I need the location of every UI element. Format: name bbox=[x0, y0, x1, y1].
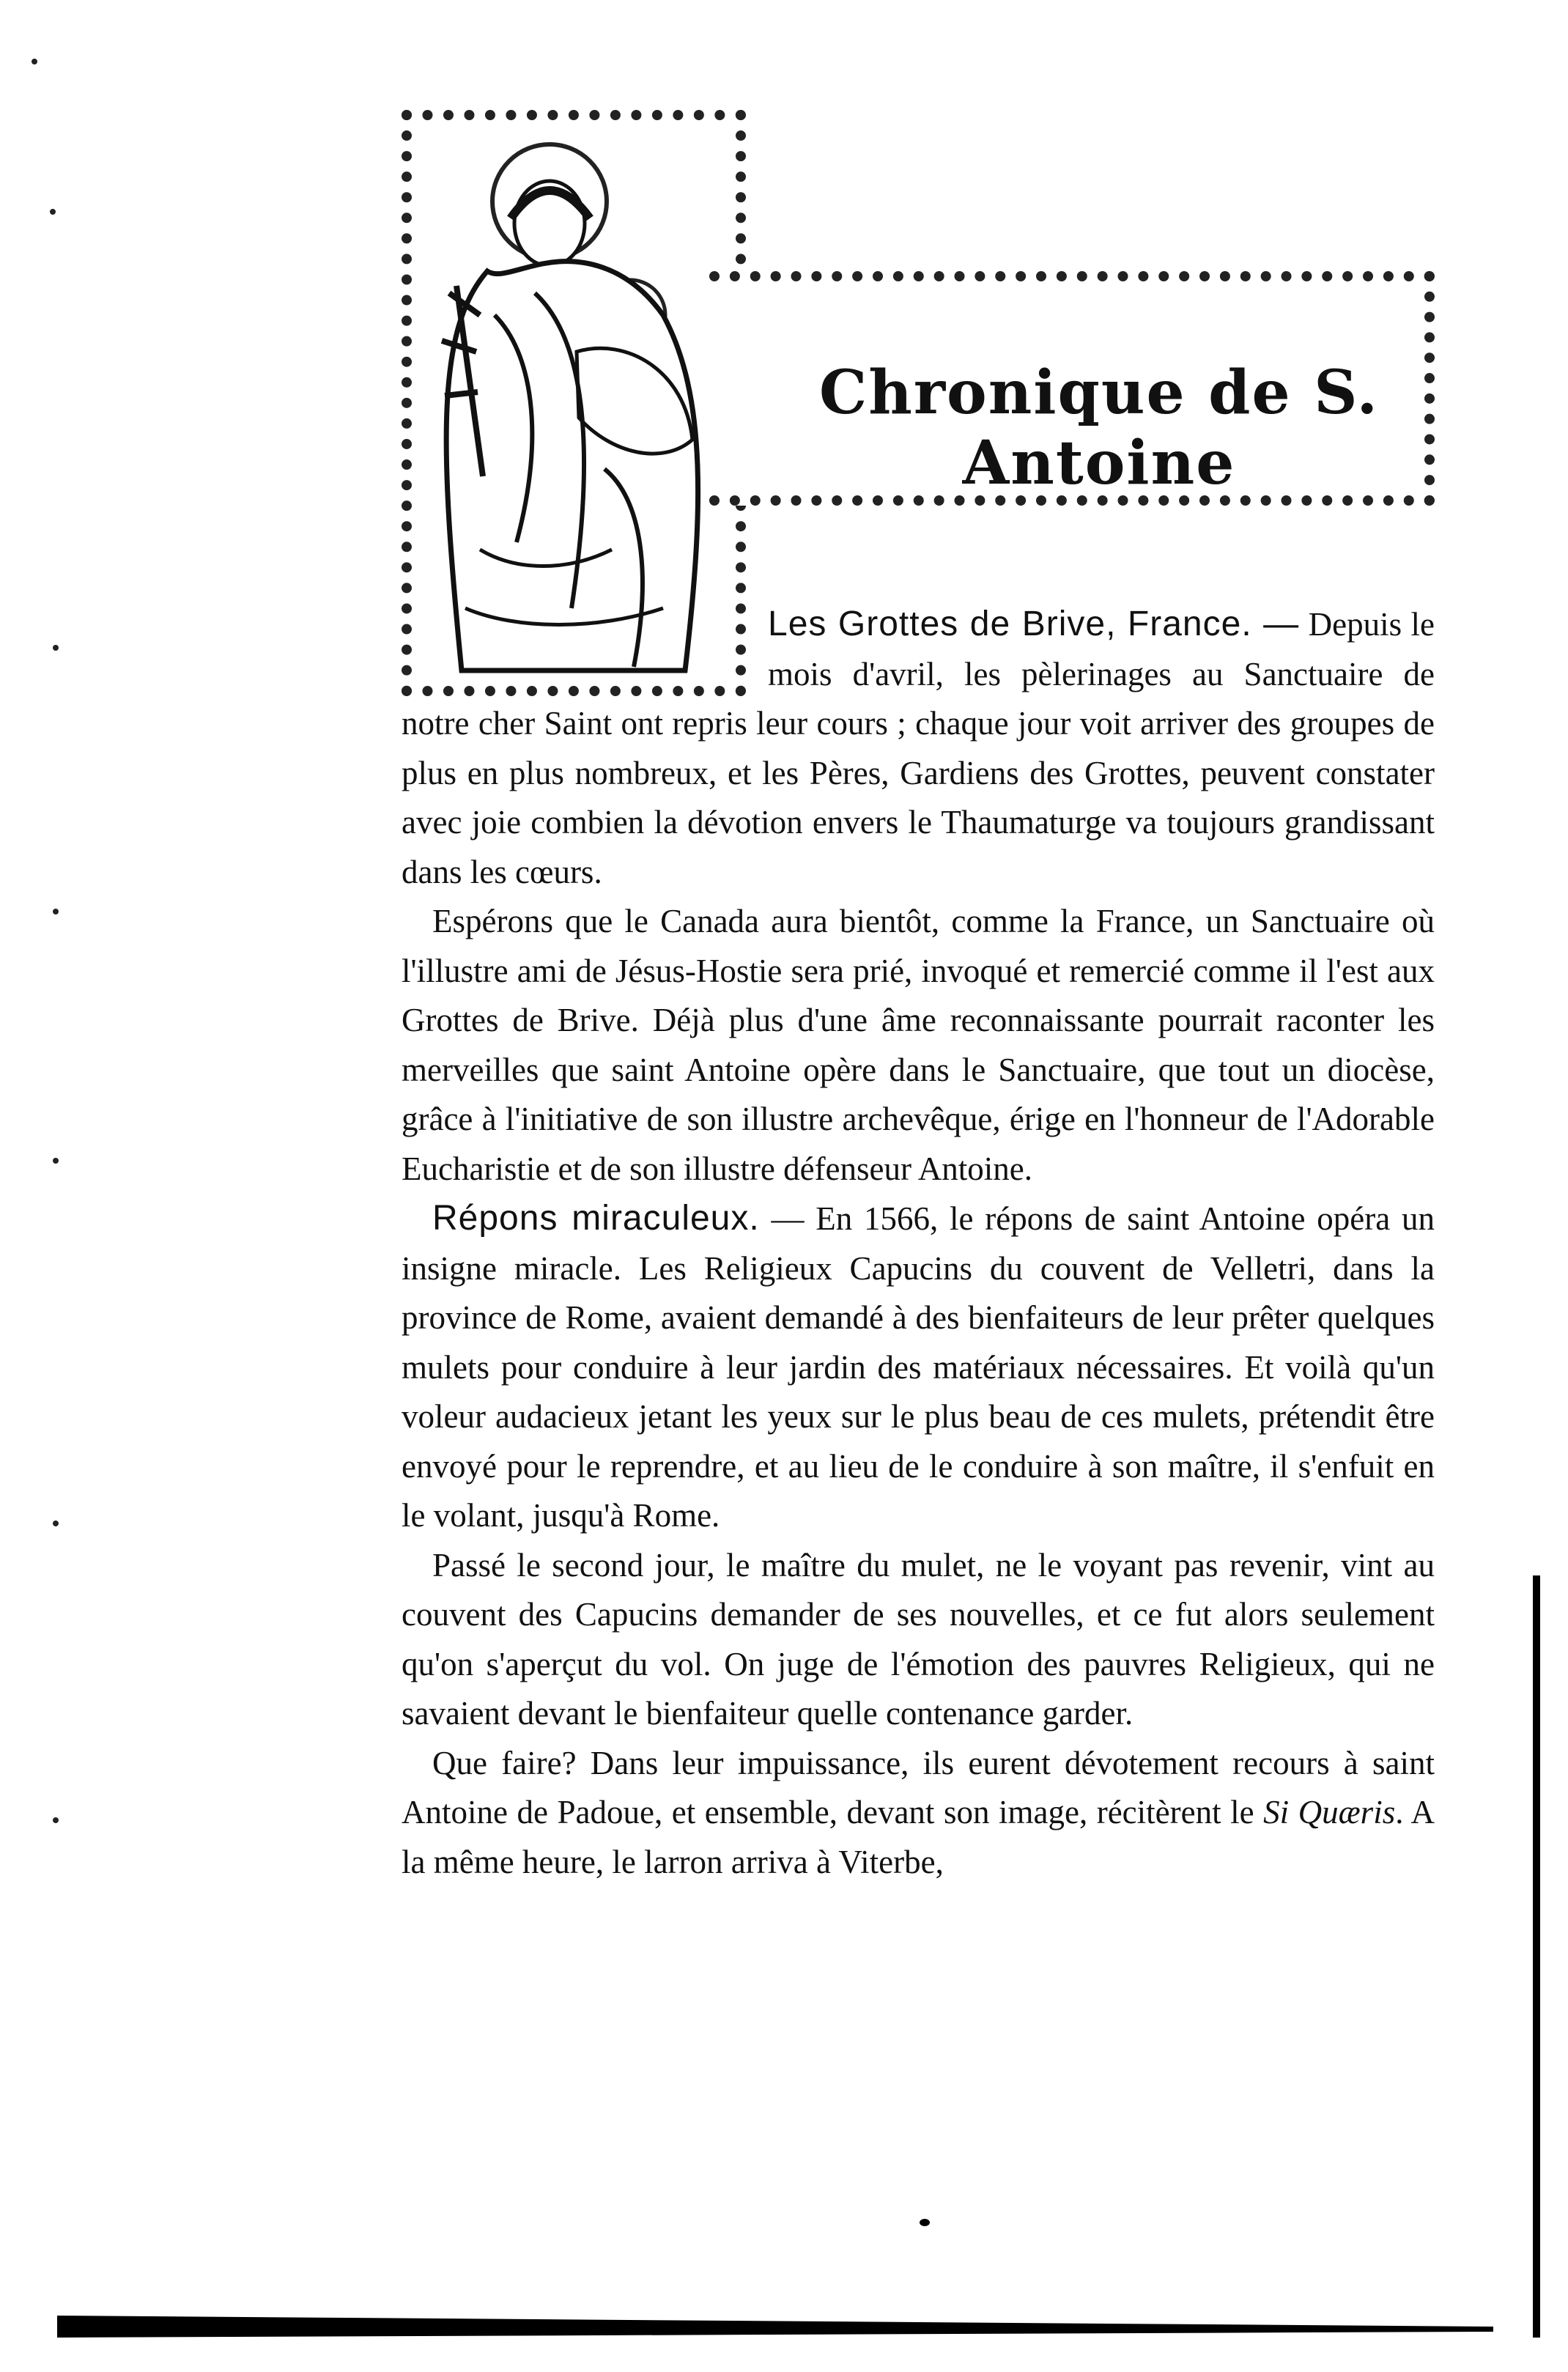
margin-dot bbox=[50, 209, 56, 215]
paragraph-repons bbox=[402, 1194, 1435, 1541]
paragraph-canada: Espérons que le Canada aura bientôt, comme la France, un Sanctuaire où l'illustre ami de Jésus-Hostie sera prié, invoqué et remercié comme il l'est aux Grottes de Brive. Déjà plus d'une âme reconnaissante pourrait raconter les merveilles que saint Antoine opère dans le Sanctuaire, que tout un diocèse, grâce à l'initiative de son illustre archevêque, érige en l'honneur de l'Adorable Eucharistie et de son illustre défenseur Antoine. bbox=[402, 903, 1435, 1187]
margin-dot bbox=[53, 1521, 59, 1526]
margin-dot bbox=[32, 59, 37, 64]
section-heading-brive: Les Grottes de Brive, France. — bbox=[768, 605, 1300, 643]
section-heading-repons: Répons miraculeux. bbox=[432, 1199, 760, 1238]
margin-dot bbox=[53, 1817, 59, 1823]
bottom-edge-bar bbox=[57, 2308, 1493, 2338]
paragraph-brive bbox=[402, 599, 1435, 897]
illustration-spacer bbox=[402, 599, 768, 691]
paragraph-prayer-end: . A la même heure, le larron arriva à Viterbe, bbox=[402, 1794, 1435, 1880]
paragraph-mule: Passé le second jour, le maître du mulet, ne le voyant pas revenir, vint au couvent des Capucins demander de ses nouvelles, et ce fut alors seulement qu'on s'aperçut du vol. On juge de l'émotion des pauvres Religieux, qui ne savaient devant le bienfaiteur quelle contenance garder. bbox=[402, 1546, 1435, 1732]
si-quaeris-text: Si Quæris bbox=[1263, 1794, 1396, 1830]
paragraph-prayer bbox=[402, 1739, 1435, 1888]
article-body bbox=[402, 599, 1435, 1887]
right-edge-bar bbox=[1533, 1575, 1540, 2338]
margin-dot bbox=[53, 1158, 59, 1164]
paragraph-brive-text: Depuis le mois d'avril, les pèlerinages au Sanctuaire de notre cher Saint ont repris leur cours ; chaque jour voit arriver des groupes de plus en plus nombreux, et les Pères, Gardiens des Grottes, peuvent constater avec joie combien la dévotion envers le Thaumaturge va toujours grandissant dans les cœurs. bbox=[402, 606, 1435, 890]
chronicle-title: Chronique de S. Antoine bbox=[818, 358, 1380, 498]
paragraph-prayer-start: Que faire? Dans leur impuissance, ils eurent dévotement recours à saint Antoine de Padoue, et ensemble, devant son image, récitèrent le bbox=[402, 1744, 1435, 1830]
page-marker bbox=[920, 2219, 930, 2226]
margin-dot bbox=[53, 909, 59, 915]
margin-dot bbox=[53, 645, 59, 651]
paragraph-repons-text: — En 1566, le répons de saint Antoine opéra un insigne miracle. Les Religieux Capucins du couvent de Velletri, dans la province de Rome, avaient demandé à des bienfaiteurs de leur prêter quelques mulets pour conduire à leur jardin des matériaux nécessaires. Et voilà qu'un voleur audacieux jetant les yeux sur le plus beau de ces mulets, prétendit être envoyé pour le reprendre, et au lieu de le conduire à son maître, il s'enfuit en le volant, jusqu'à Rome. bbox=[402, 1200, 1435, 1534]
